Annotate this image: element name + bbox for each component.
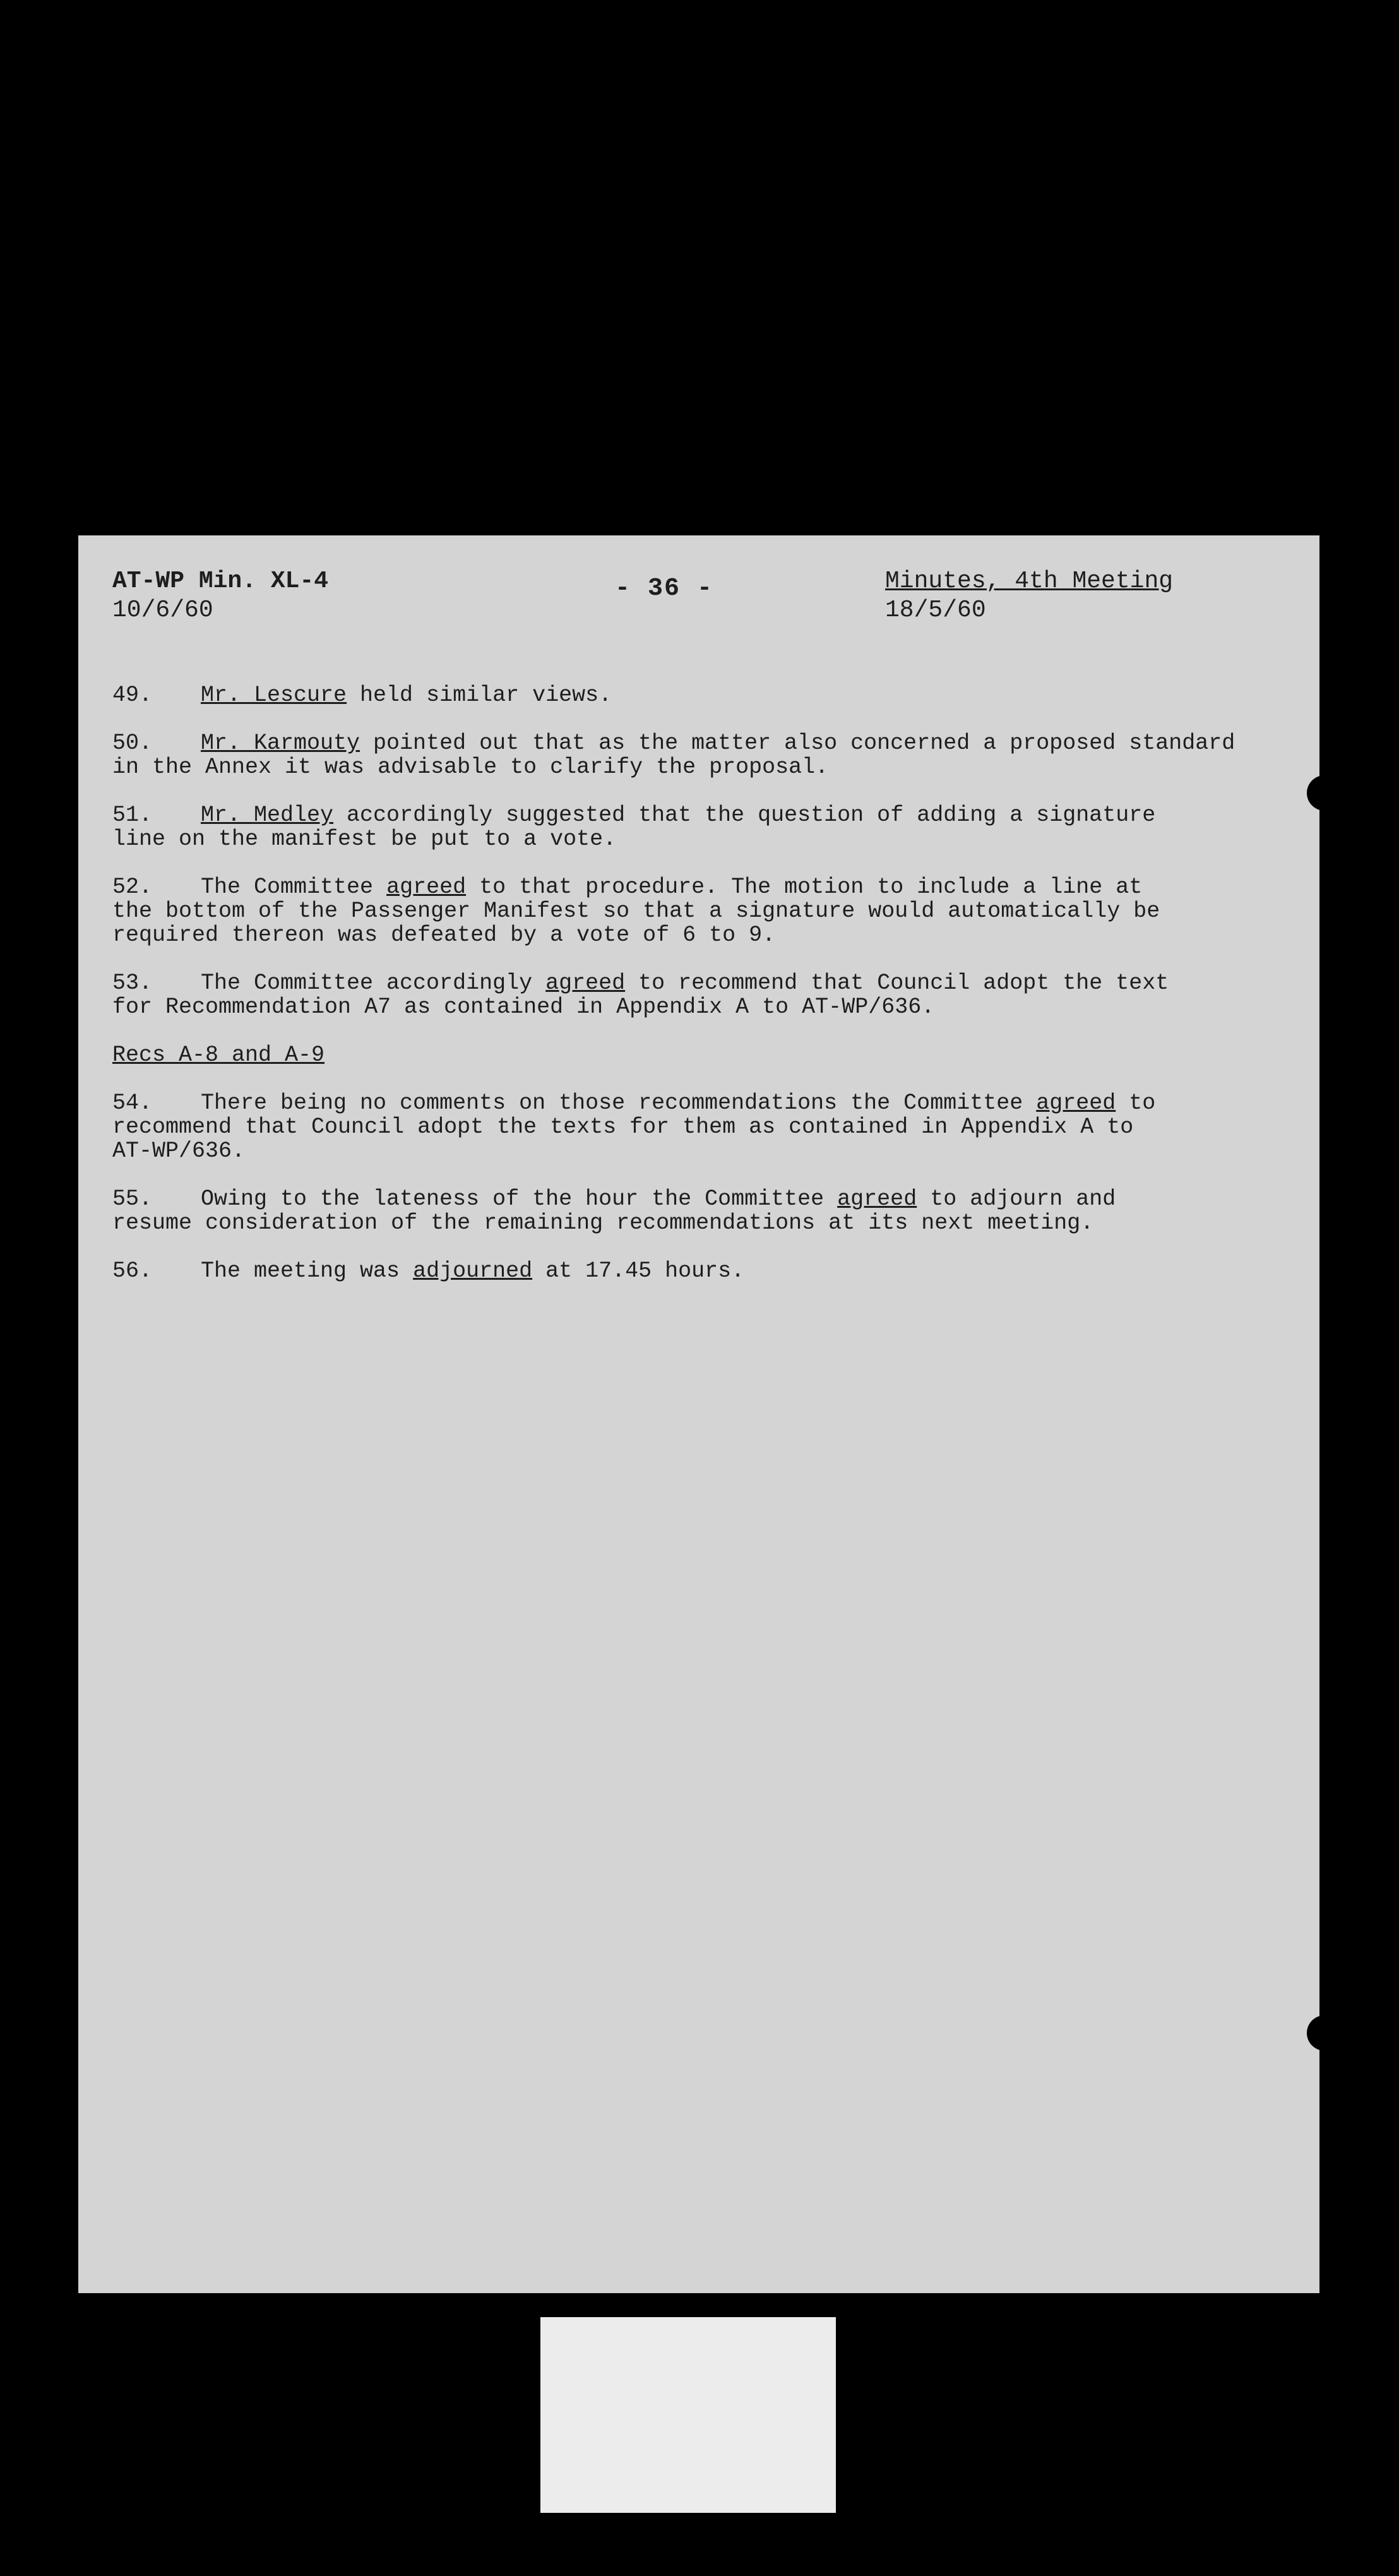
page-number: - 36 -: [615, 575, 714, 603]
paragraph-52: [112, 875, 1261, 947]
paragraph-text: The Committee accordingly: [201, 970, 546, 996]
paragraph-55: [112, 1187, 1261, 1235]
document-reference: [112, 567, 328, 625]
speaker-name: Mr. Karmouty: [201, 730, 360, 756]
paragraph-text: to adjourn and resume consideration of the remaining recommendations at its next meeting.: [112, 1186, 1116, 1236]
paragraph-text: at 17.45 hours.: [532, 1258, 745, 1284]
paragraph-text: The meeting was: [201, 1258, 414, 1284]
punch-hole: [1307, 2015, 1342, 2051]
paragraph-text: to recommend that Council adopt the text for Recommendation A7 as contained in Appendix A to AT-WP/636.: [112, 970, 1169, 1020]
paragraph-number: 52.: [112, 874, 153, 900]
paragraph-text: pointed out that as the matter also concerned a proposed standard in the Annex it was advisable to clarify the proposal.: [112, 730, 1235, 780]
paragraph-number: 54.: [112, 1090, 153, 1116]
paragraph-text: accordingly suggested that the question of adding a signature line on the manifest be put to a vote.: [112, 802, 1156, 852]
paragraph-text: to recommend that Council adopt the texts for them as contained in Appendix A to AT-WP/636.: [112, 1090, 1156, 1164]
section-heading: Recs A-8 and A-9: [112, 1042, 325, 1068]
document-title-block: [885, 567, 1173, 625]
paragraph-number: 50.: [112, 730, 153, 756]
paragraph-number: 55.: [112, 1186, 153, 1212]
paragraph-number: 56.: [112, 1258, 153, 1284]
paragraph-number: 49.: [112, 683, 153, 708]
paragraph-text: Owing to the lateness of the hour the Committee: [201, 1186, 838, 1212]
minutes-body: [112, 683, 1261, 1307]
speaker-name: Mr. Lescure: [201, 683, 347, 708]
paragraph-53: [112, 971, 1261, 1019]
paragraph-text: The Committee: [201, 874, 387, 900]
meeting-date: 18/5/60: [885, 597, 986, 624]
paragraph-51: [112, 803, 1261, 851]
decision-keyword: agreed: [545, 970, 626, 996]
paragraph-49: [112, 683, 1261, 707]
reference-code: AT-WP Min. XL-4: [112, 568, 329, 595]
speaker-name: Mr. Medley: [201, 802, 334, 828]
decision-keyword: adjourned: [413, 1258, 533, 1284]
paragraph-text: held similar views.: [347, 683, 612, 708]
decision-keyword: agreed: [837, 1186, 917, 1212]
document-page: [78, 535, 1319, 2293]
reference-date: 10/6/60: [112, 597, 213, 624]
paragraph-number: 53.: [112, 970, 153, 996]
decision-keyword: agreed: [386, 874, 467, 900]
paragraph-56: [112, 1259, 1261, 1283]
blank-target-card: [540, 2317, 836, 2513]
paragraph-number: 51.: [112, 802, 153, 828]
decision-keyword: agreed: [1036, 1090, 1116, 1116]
punch-hole: [1307, 775, 1342, 811]
paragraph-text: There being no comments on those recommendations the Committee: [201, 1090, 1037, 1116]
paragraph-54: [112, 1091, 1261, 1163]
paragraph-50: [112, 731, 1261, 779]
document-title: Minutes, 4th Meeting: [885, 568, 1174, 595]
paragraph-text: to that procedure. The motion to include a line at the bottom of the Passenger Manifest so that a signature would automatically be required thereon was defeated by a vote of 6 to 9.: [112, 874, 1160, 948]
